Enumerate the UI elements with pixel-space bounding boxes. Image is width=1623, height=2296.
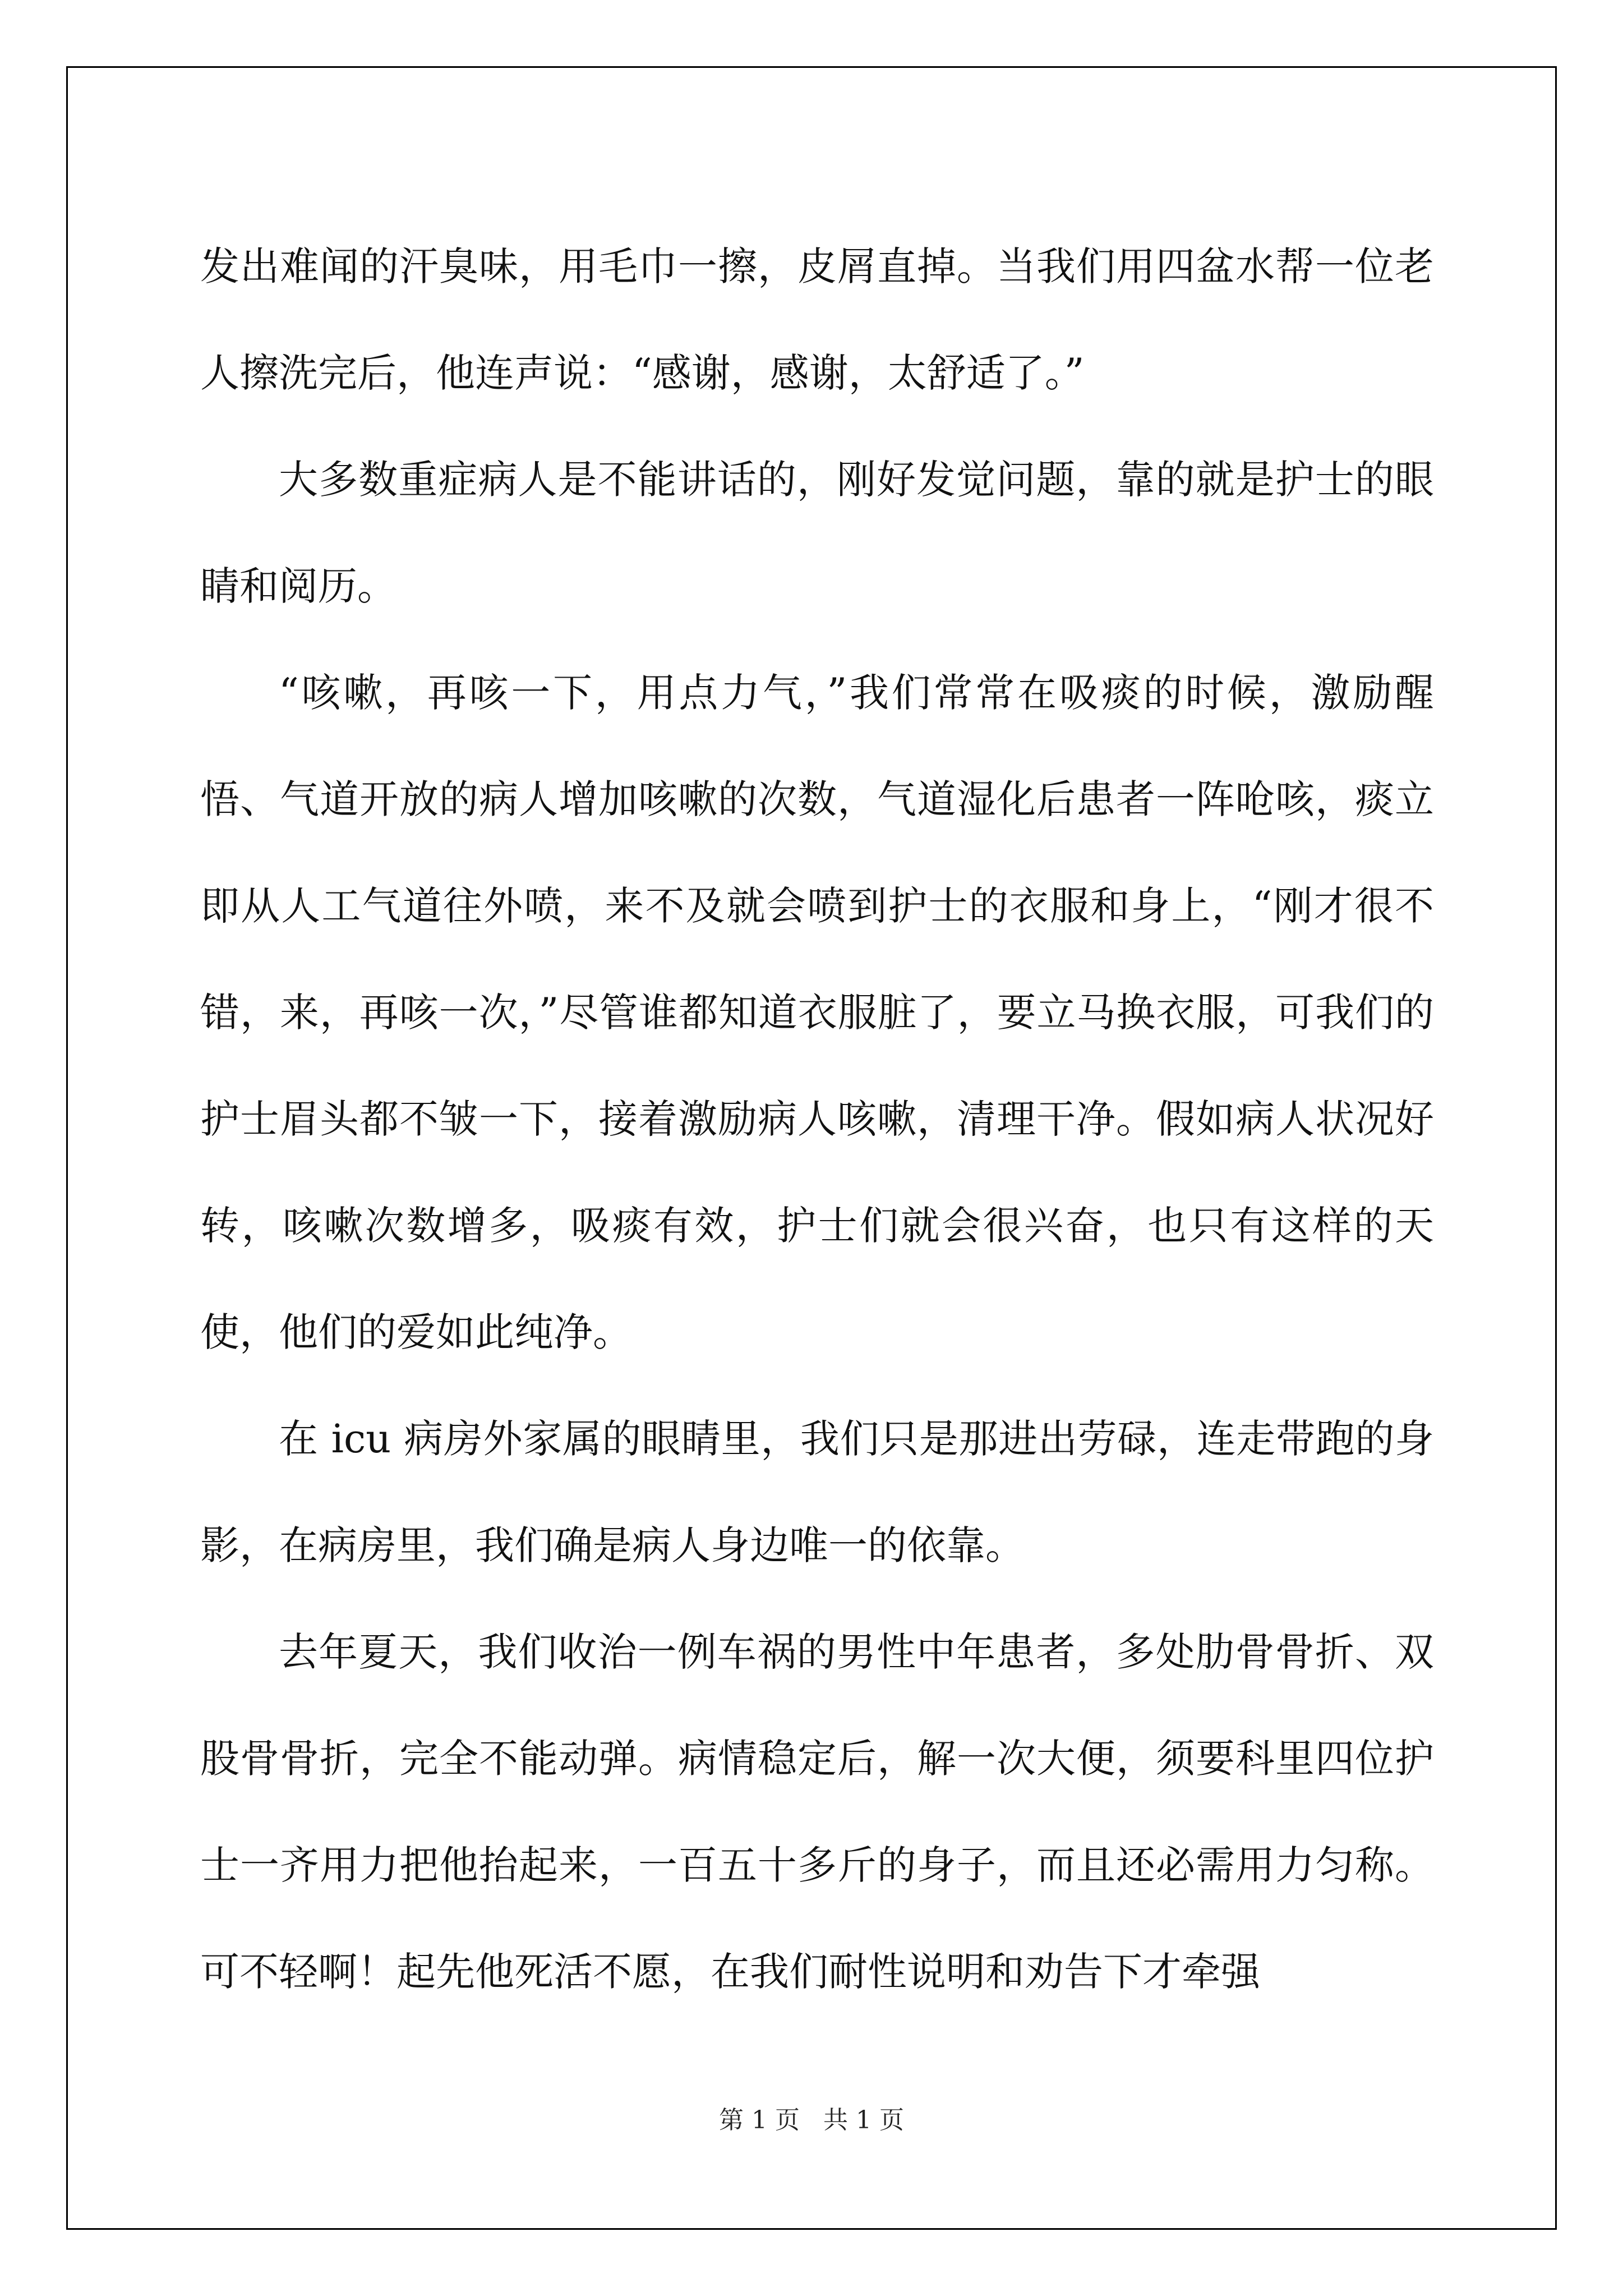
paragraph-4: 在 icu 病房外家属的眼睛里，我们只是那进出劳碌，连走带跑的身影，在病房里，我们确是病人身边唯一的依靠。 <box>200 1416 1434 1568</box>
page-number: 第 1 页 <box>719 2106 800 2134</box>
paragraph-5: 去年夏天，我们收治一例车祸的男性中年患者，多处肋骨骨折、双股骨骨折，完全不能动弹。病情稳定后，解一次大便，须要科里四位护士一齐用力把他抬起来，一百五十多斤的身子，而且还必需用力匀称。可不轻啊！起先他死活不愿，在我们耐性说明和劝告下才牵强 <box>200 1629 1434 1995</box>
paragraph-2: 大多数重症病人是不能讲话的，刚好发觉问题，靠的就是护士的眼睛和阅历。 <box>200 457 1434 609</box>
paragraph-3: “咳嗽，再咳一下，用点力气，”我们常常在吸痰的时候，激励醒悟、气道开放的病人增加咳嗽的次数，气道湿化后患者一阵呛咳，痰立即从人工气道往外喷，来不及就会喷到护士的衣服和身上，“刚才很不错，来，再咳一次，”尽管谁都知道衣服脏了，要立马换衣服，可我们的护士眉头都不皱一下，接着激励病人咳嗽，清理干净。假如病人状况好转，咳嗽次数增多，吸痰有效，护士们就会很兴奋，也只有这样的天使，他们的爱如此纯净。 <box>200 670 1434 1355</box>
page-footer <box>0 2104 1623 2137</box>
document-body <box>200 213 1434 2025</box>
paragraph-1: 发出难闻的汗臭味，用毛巾一擦，皮屑直掉。当我们用四盆水帮一位老人擦洗完后，他连声说：“感谢，感谢，太舒适了。” <box>200 243 1434 396</box>
page-total: 共 1 页 <box>823 2106 904 2134</box>
